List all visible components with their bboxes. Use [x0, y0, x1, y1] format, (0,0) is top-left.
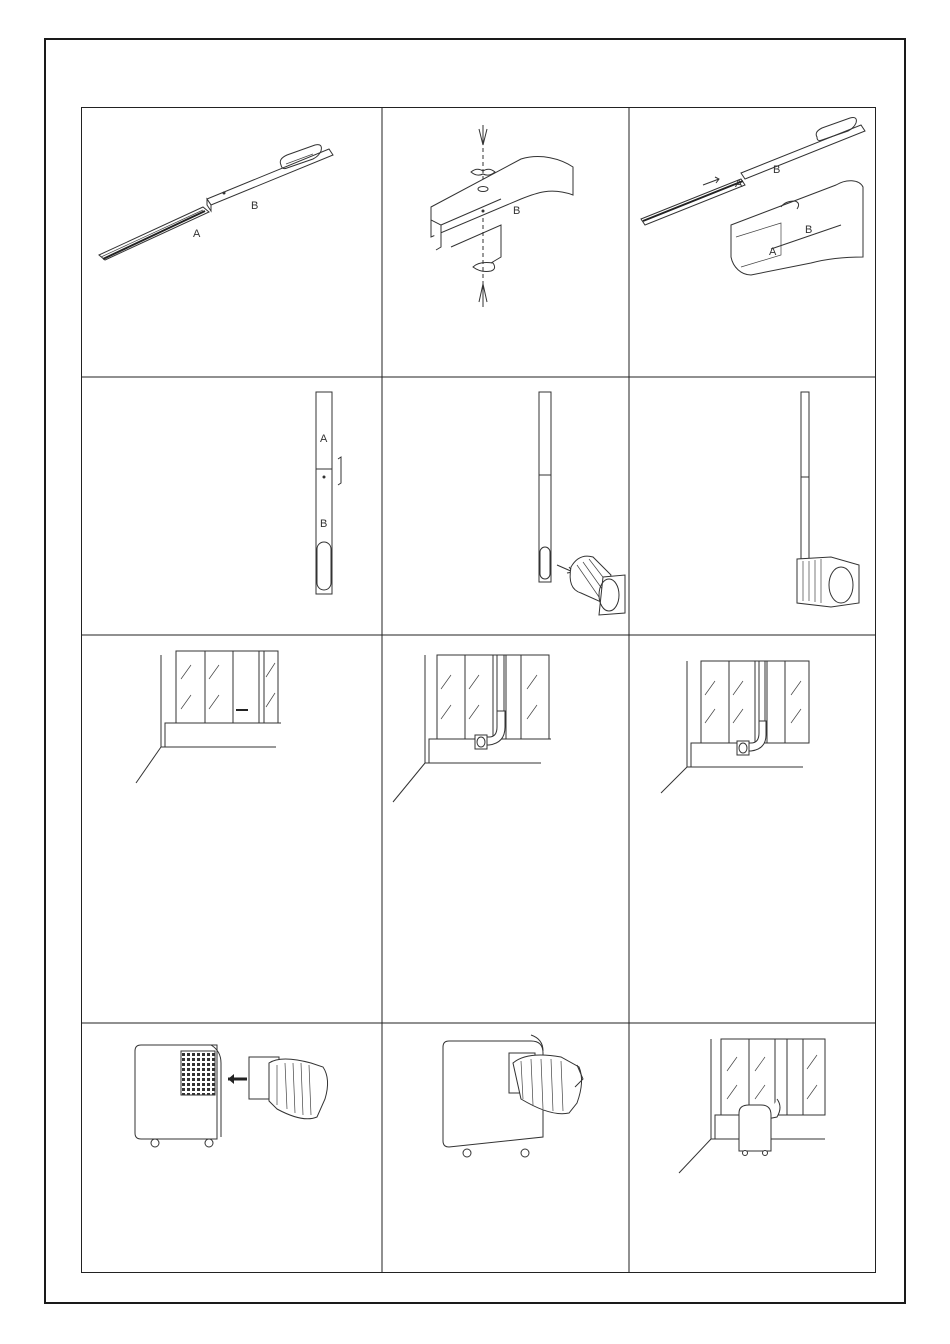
panel-11-hose-attached-unit: [443, 1035, 583, 1157]
panel-9-window-installed-alt: [661, 661, 809, 793]
panel-3-label-a-top: A: [735, 178, 743, 190]
panel-10-hose-to-unit: [135, 1045, 328, 1147]
panel-4-label-a: A: [320, 433, 328, 445]
panel-1-label-b: B: [251, 200, 259, 212]
instruction-diagrams: [81, 107, 876, 1273]
panel-1-label-a: A: [193, 228, 201, 240]
panel-8-window-installed: [393, 655, 551, 802]
panel-3-label-b-top: B: [773, 164, 781, 176]
panel-3-label-a-inset: A: [769, 246, 777, 258]
panel-3-label-b-inset: B: [805, 224, 813, 236]
panel-12-complete-installation: [679, 1039, 825, 1173]
panel-1-slider-assembly: [99, 145, 333, 260]
panel-2-label-b: B: [513, 205, 521, 217]
panel-4-vertical-slider: [316, 392, 341, 594]
panel-3-slider-insertion: [641, 118, 865, 275]
panel-6-hose-attached: [797, 392, 859, 607]
panel-5-hose-to-slider: [539, 392, 625, 615]
panel-7-window-opening: [136, 651, 281, 783]
panel-4-label-b: B: [320, 518, 328, 530]
panel-2-screw-fastening: [431, 125, 573, 307]
instruction-grid: [81, 107, 876, 1273]
